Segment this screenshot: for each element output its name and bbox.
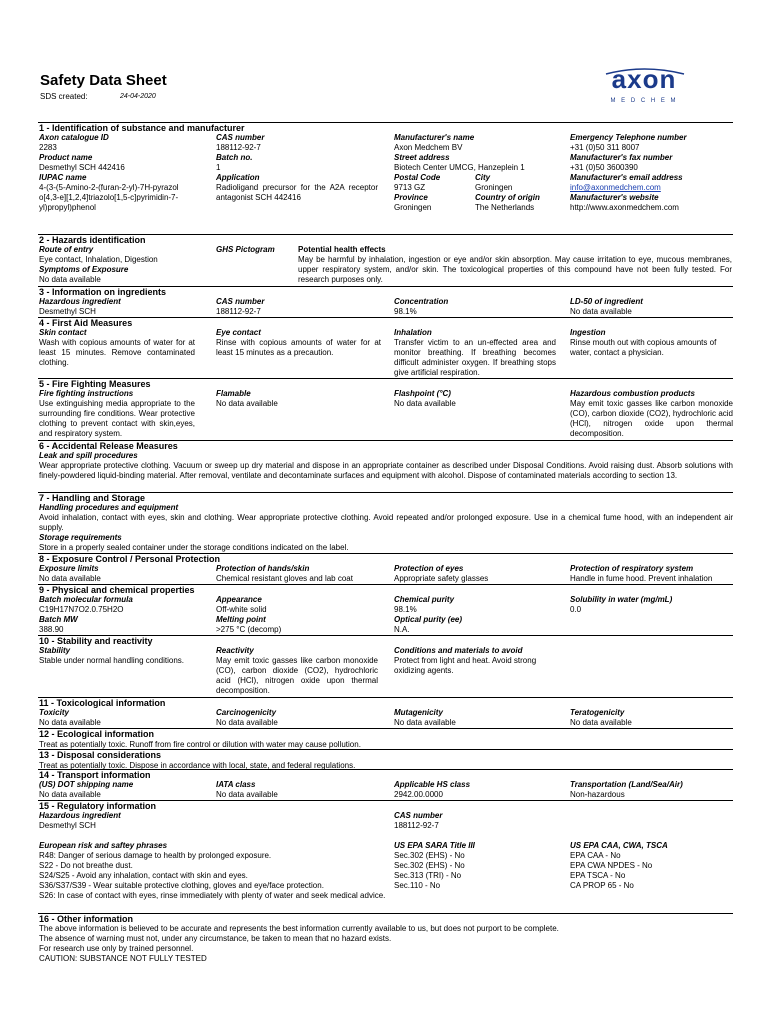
exposure-limits-value: No data available: [39, 574, 101, 583]
symptoms-value: No data available: [39, 275, 101, 284]
section-6: [38, 440, 733, 481]
inhalation-label: Inhalation: [394, 328, 432, 337]
email-label: Manufacturer's email address: [570, 173, 683, 182]
ld50-label: LD-50 of ingredient: [570, 297, 643, 306]
combustion-products-value: May emit toxic gasses like carbon monoxide (CO), carbon dioxide (CO2), hydrochloric acid (HCl), nitrogen oxide upon thermal decomposition.: [570, 399, 733, 438]
appearance-value: Off-white solid: [216, 605, 267, 614]
section-14-heading: 14 - Transport information: [38, 769, 733, 780]
risk-phrase: S22 - Do not breathe dust.: [39, 861, 133, 870]
hand-protection-label: Protection of hands/skin: [216, 564, 310, 573]
postal-code-value: 9713 GZ: [394, 183, 426, 192]
disposal-value: Treat as potentially toxic. Dispose in accordance with local, state, and federal regulations.: [39, 761, 356, 770]
risk-phrases-label: European risk and saftey phrases: [39, 841, 168, 850]
mutagenicity-value: No data available: [394, 718, 456, 727]
conditions-avoid-value: Protect from light and heat. Avoid strong oxidizing agents.: [394, 656, 537, 675]
storage-value: Store in a properly sealed container under the storage conditions indicated on the label.: [39, 543, 349, 552]
section-10: [38, 635, 733, 697]
section-15-heading: 15 - Regulatory information: [38, 800, 733, 811]
eye-protection-value: Appropriate safety glasses: [394, 574, 489, 583]
street-address-value: Biotech Center UMCG, Hanzeplein 1: [394, 163, 525, 172]
chemical-purity-label: Chemical purity: [394, 595, 455, 604]
health-effects-label: Potential health effects: [298, 245, 386, 254]
cas-number-label: CAS number: [394, 811, 443, 820]
fire-fighting-label: Fire fighting instructions: [39, 389, 134, 398]
skin-contact-value: Wash with copious amounts of water for at least 15 minutes. Remove contaminated clothing.: [39, 338, 195, 367]
transportation-value: Non-hazardous: [570, 790, 625, 799]
respiratory-protection-value: Handle in fume hood. Prevent inhalation: [570, 574, 713, 583]
risk-phrase: R48: Danger of serious damage to health by prolonged exposure.: [39, 851, 272, 860]
sds-created-label: SDS created:: [40, 92, 88, 101]
route-of-entry-value: Eye contact, Inhalation, Digestion: [39, 255, 158, 264]
section-4: [38, 317, 733, 378]
hs-class-value: 2942.00.0000: [394, 790, 443, 799]
ghs-pictogram-label: GHS Pictogram: [216, 245, 275, 254]
iata-class-label: IATA class: [216, 780, 256, 789]
country-value: The Netherlands: [475, 203, 535, 212]
other-info-line: The absence of warning must not, under any circumstance, be taken to mean that no hazard exists.: [39, 934, 392, 943]
solubility-value: 0.0: [570, 605, 582, 614]
website-label: Manufacturer's website: [570, 193, 659, 202]
fire-fighting-value: Use extinguishing media appropriate to the surrounding fire conditions. Wear protective clothing to prevent contact with skin,eyes, and respiratory system.: [39, 399, 195, 438]
section-7-heading: 7 - Handling and Storage: [38, 492, 733, 503]
ingestion-value: Rinse mouth out with copious amounts of water, contact a physician.: [570, 338, 717, 357]
ecological-value: Treat as potentially toxic. Runoff from fire control or dilution with water may cause pollution.: [39, 740, 361, 749]
solubility-label: Solubility in water (mg/mL): [570, 595, 673, 604]
section-3-heading: 3 - Information on ingredients: [38, 286, 733, 297]
application-value: Radioligand precursor for the A2A receptor antagonist SCH 442416: [216, 183, 378, 202]
flamable-label: Flamable: [216, 389, 251, 398]
section-7: [38, 492, 733, 553]
leak-spill-label: Leak and spill procedures: [39, 451, 138, 460]
email-link[interactable]: info@axonmedchem.com: [570, 183, 661, 192]
country-label: Country of origin: [475, 193, 540, 202]
product-name-value: Desmethyl SCH 442416: [39, 163, 125, 172]
hazardous-ingredient-label: Hazardous ingredient: [39, 811, 121, 820]
combustion-products-label: Hazardous combustion products: [570, 389, 695, 398]
leak-spill-value: Wear appropriate protective clothing. Vacuum or sweep up dry material and dispose in an appropriate container as described under Disposal Conditions. Avoid raising dust. Absorb solutions with finely-powdered liquid-binding material. After removal, ventilate and decontaminate surfaces and equipment with alcohol. Dispose of contaminated materials according to section 13.: [39, 461, 733, 480]
svg-text:axon: axon: [611, 66, 677, 94]
carcinogenicity-value: No data available: [216, 718, 278, 727]
section-3: [38, 286, 733, 318]
iata-class-value: No data available: [216, 790, 278, 799]
stability-label: Stability: [39, 646, 71, 655]
flashpoint-label: Flashpoint (°C): [394, 389, 451, 398]
svg-text:M E D C H E M: M E D C H E M: [610, 98, 678, 104]
epa-item: CA PROP 65 - No: [570, 881, 634, 890]
city-value: Groningen: [475, 183, 513, 192]
section-5: [38, 378, 733, 440]
respiratory-protection-label: Protection of respiratory system: [570, 564, 694, 573]
province-value: Groningen: [394, 203, 432, 212]
mutagenicity-label: Mutagenicity: [394, 708, 443, 717]
batch-no-value: 1: [216, 163, 221, 172]
cas-number-label: CAS number: [216, 297, 265, 306]
molecular-formula-label: Batch molecular formula: [39, 595, 133, 604]
molecular-formula-value: C19H17N7O2.0.75H2O: [39, 605, 124, 614]
skin-contact-label: Skin contact: [39, 328, 87, 337]
batch-mw-value: 388.90: [39, 625, 64, 634]
fax-value: +31 (0)50 3600390: [570, 163, 638, 172]
sara-item: Sec.302 (EHS) - No: [394, 851, 465, 860]
conditions-avoid-label: Conditions and materials to avoid: [394, 646, 523, 655]
section-14: [38, 769, 733, 801]
appearance-label: Appearance: [216, 595, 262, 604]
route-of-entry-label: Route of entry: [39, 245, 94, 254]
emergency-tel-label: Emergency Telephone number: [570, 133, 687, 142]
cas-number-value: 188112-92-7: [394, 821, 439, 830]
melting-point-label: Melting point: [216, 615, 266, 624]
section-15: [38, 800, 733, 901]
health-effects-value: May be harmful by inhalation, ingestion or eye and/or skin absorption. May cause irritation to eye, mucous membranes, upper respiratory system, and/or skin. The toxicological properties of this compound have not been fully tested. For research purposes only.: [298, 255, 732, 284]
province-label: Province: [394, 193, 428, 202]
section-13: [38, 749, 733, 771]
section-9: [38, 584, 733, 636]
sara-label: US EPA SARA Title III: [394, 841, 475, 850]
epa-caa-label: US EPA CAA, CWA, TSCA: [570, 841, 668, 850]
street-address-label: Street address: [394, 153, 450, 162]
section-10-heading: 10 - Stability and reactivity: [38, 635, 733, 646]
optical-purity-value: N.A.: [394, 625, 410, 634]
application-label: Application: [216, 173, 260, 182]
optical-purity-label: Optical purity (ee): [394, 615, 463, 624]
section-13-heading: 13 - Disposal considerations: [38, 749, 733, 760]
stability-value: Stable under normal handling conditions.: [39, 656, 184, 665]
fax-label: Manufacturer's fax number: [570, 153, 673, 162]
iupac-name-value: 4-(3-(5-Amino-2-(furan-2-yl)-7H-pyrazolo[4,3-e][1,2,4]triazolo[1,5-c]pyrimidin-7-yl)propyl)phenol: [39, 183, 179, 212]
company-logo: [588, 66, 700, 106]
section-9-heading: 9 - Physical and chemical properties: [38, 584, 733, 595]
batch-no-label: Batch no.: [216, 153, 253, 162]
postal-code-label: Postal Code: [394, 173, 441, 182]
transportation-label: Transportation (Land/Sea/Air): [570, 780, 683, 789]
section-5-heading: 5 - Fire Fighting Measures: [38, 378, 733, 389]
website-value[interactable]: http://www.axonmedchem.com: [570, 203, 679, 212]
section-2-heading: 2 - Hazards identification: [38, 234, 733, 245]
teratogenicity-label: Teratogenicity: [570, 708, 625, 717]
section-11: [38, 697, 733, 729]
other-info-line: CAUTION: SUBSTANCE NOT FULLY TESTED: [39, 954, 207, 963]
epa-item: EPA CAA - No: [570, 851, 621, 860]
section-16-heading: 16 - Other information: [38, 913, 733, 924]
city-label: City: [475, 173, 491, 182]
carcinogenicity-label: Carcinogenicity: [216, 708, 277, 717]
dot-shipping-value: No data available: [39, 790, 101, 799]
section-11-heading: 11 - Toxicological information: [38, 697, 733, 708]
epa-item: EPA TSCA - No: [570, 871, 626, 880]
sara-item: Sec.110 - No: [394, 881, 441, 890]
section-8: [38, 553, 733, 585]
melting-point-value: >275 °C (decomp): [216, 625, 282, 634]
other-info-line: The above information is believed to be accurate and represents the best information currently available to us, but does not purport to be complete.: [39, 924, 559, 933]
manufacturer-name-value: Axon Medchem BV: [394, 143, 463, 152]
handling-label: Handling procedures and equipment: [39, 503, 179, 512]
section-12: [38, 728, 733, 750]
eye-protection-label: Protection of eyes: [394, 564, 464, 573]
sara-item: Sec.302 (EHS) - No: [394, 861, 465, 870]
cas-number-value: 188112-92-7: [216, 307, 261, 316]
ingestion-label: Ingestion: [570, 328, 606, 337]
handling-value: Avoid inhalation, contact with eyes, skin and clothing. Wear appropriate protective clothing. Avoid repeated and/or prolonged exposure. Use in a chemical fume hood, with an independent air supply.: [39, 513, 733, 532]
section-16: [38, 913, 733, 964]
epa-item: EPA CWA NPDES - No: [570, 861, 653, 870]
storage-label: Storage requirements: [39, 533, 122, 542]
section-2: [38, 234, 733, 286]
chemical-purity-value: 98.1%: [394, 605, 417, 614]
product-name-label: Product name: [39, 153, 93, 162]
reactivity-label: Reactivity: [216, 646, 254, 655]
section-1: [38, 122, 733, 213]
hazardous-ingredient-value: Desmethyl SCH: [39, 307, 96, 316]
risk-phrase: S36/S37/S39 - Wear suitable protective clothing, gloves and eye/face protection.: [39, 881, 324, 890]
section-1-heading: 1 - Identification of substance and manufacturer: [38, 122, 733, 133]
eye-contact-value: Rinse with copious amounts of water for at least 15 minutes as a precaution.: [216, 338, 381, 357]
other-info-line: For research use only by trained personnel.: [39, 944, 194, 953]
catalogue-id-value: 2283: [39, 143, 57, 152]
emergency-tel-value: +31 (0)50 311 8007: [570, 143, 640, 152]
section-6-heading: 6 - Accidental Release Measures: [38, 440, 733, 451]
exposure-limits-label: Exposure limits: [39, 564, 99, 573]
manufacturer-name-label: Manufacturer's name: [394, 133, 475, 142]
toxicity-value: No data available: [39, 718, 101, 727]
concentration-label: Concentration: [394, 297, 449, 306]
flashpoint-value: No data available: [394, 399, 456, 408]
toxicity-label: Toxicity: [39, 708, 69, 717]
sds-created-date: 24-04-2020: [120, 93, 156, 100]
ld50-value: No data available: [570, 307, 632, 316]
risk-phrase: S24/S25 - Avoid any inhalation, contact with skin and eyes.: [39, 871, 248, 880]
flamable-value: No data available: [216, 399, 278, 408]
hand-protection-value: Chemical resistant gloves and lab coat: [216, 574, 353, 583]
cas-number-value: 188112-92-7: [216, 143, 261, 152]
batch-mw-label: Batch MW: [39, 615, 78, 624]
section-8-heading: 8 - Exposure Control / Personal Protection: [38, 553, 733, 564]
hazardous-ingredient-value: Desmethyl SCH: [39, 821, 96, 830]
cas-number-label: CAS number: [216, 133, 265, 142]
teratogenicity-value: No data available: [570, 718, 632, 727]
inhalation-value: Transfer victim to an un-effected area and monitor breathing. If breathing becomes difficult administer oxygen. If breathing stops give artificial respiration.: [394, 338, 556, 377]
dot-shipping-label: (US) DOT shipping name: [39, 780, 134, 789]
reactivity-value: May emit toxic gasses like carbon monoxide (CO), carbon dioxide (CO2), hydrochloric acid (HCl), nitrogen oxide upon thermal decomposition.: [216, 656, 378, 695]
page-title: Safety Data Sheet: [40, 72, 167, 89]
section-12-heading: 12 - Ecological information: [38, 728, 733, 739]
eye-contact-label: Eye contact: [216, 328, 261, 337]
section-4-heading: 4 - First Aid Measures: [38, 317, 733, 328]
catalogue-id-label: Axon catalogue ID: [39, 133, 109, 142]
iupac-name-label: IUPAC name: [39, 173, 87, 182]
hazardous-ingredient-label: Hazardous ingredient: [39, 297, 121, 306]
hs-class-label: Applicable HS class: [394, 780, 471, 789]
risk-phrase: S26: In case of contact with eyes, rinse immediately with plenty of water and seek medical advice.: [39, 891, 386, 900]
symptoms-label: Symptoms of Exposure: [39, 265, 129, 274]
sara-item: Sec.313 (TRI) - No: [394, 871, 462, 880]
concentration-value: 98.1%: [394, 307, 417, 316]
